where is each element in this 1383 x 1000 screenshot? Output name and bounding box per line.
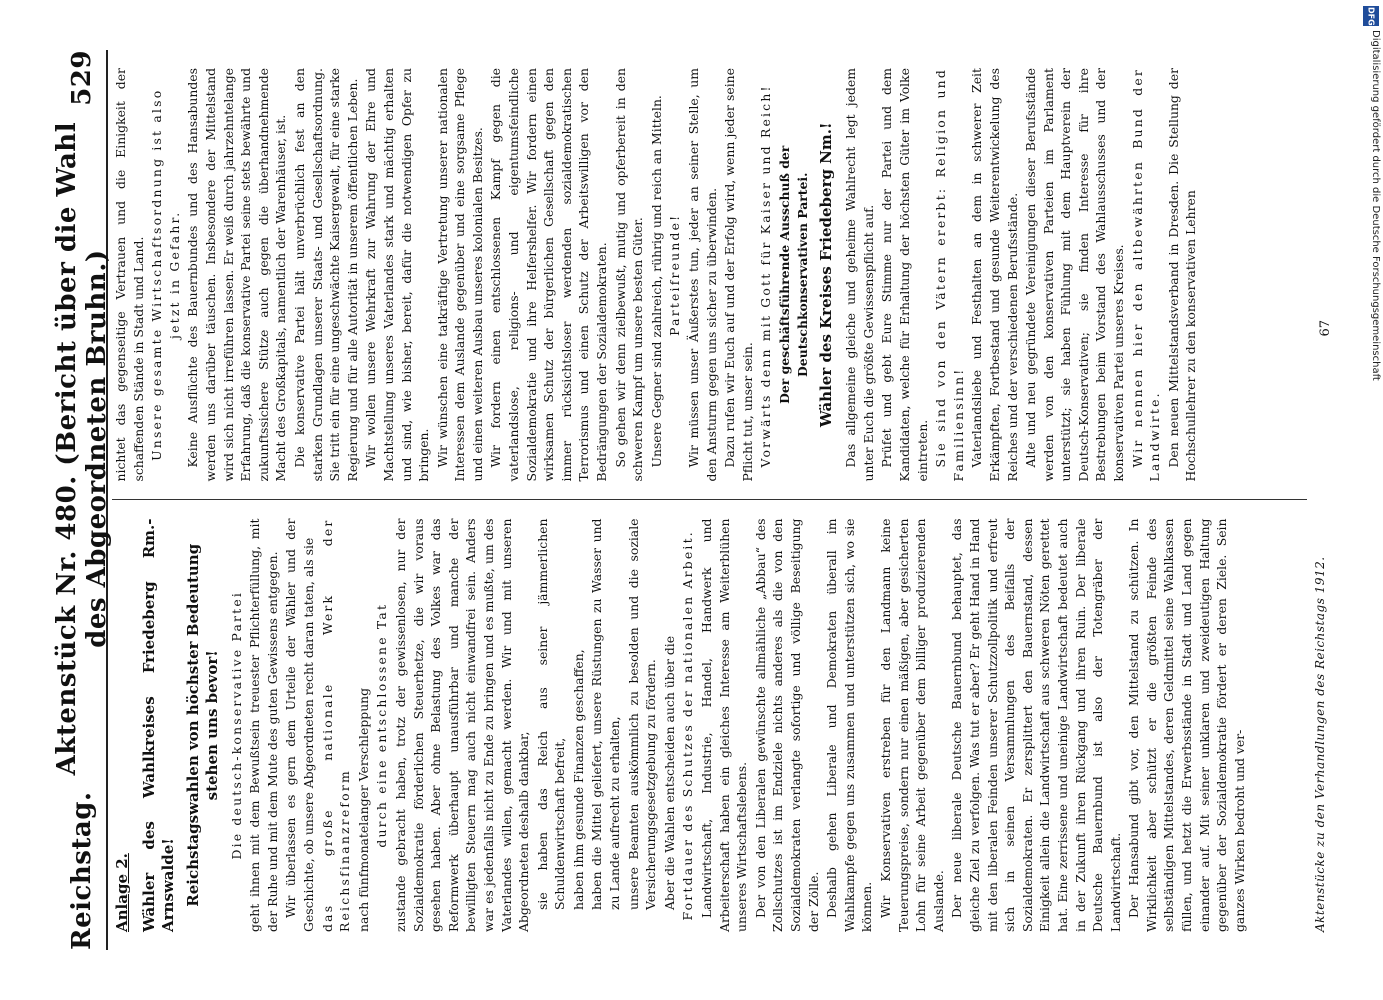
party-line: Die deutsch-konservative Partei [228, 590, 244, 860]
digitization-notice: Digitalisierung gefördert durch die Deutsche Forschungsgemeinschaft [1370, 30, 1381, 381]
paragraph: Wir überlassen es gern dem Urteile der Wähler und der Geschichte, ob unsere Abgeordneten recht daran taten, als sie [283, 518, 316, 932]
paragraph: Prüfet und gebt Eure Stimme nur der Partei und dem Kandidaten, welche für Erhaltung der höchsten Güter im Volke eintreten. [879, 68, 930, 482]
paragraph: Wir nennen hier den altbewährten Bund der Landwirte. [1129, 68, 1163, 482]
paragraph: Unsere Gegner sind zahlreich, rührig und reich an Mitteln. [648, 95, 664, 468]
list-item: Aber die Wahlen entscheiden auch über die [661, 635, 677, 910]
warning-line: Unsere gesamte Wirtschaftsordnung ist also jetzt in Gefahr. [149, 88, 182, 461]
tat-line: durch eine entschlossene Tat [374, 602, 390, 848]
list-item: haben ihm gesunde Finanzen geschaffen, [570, 649, 586, 910]
schutz-line: Fortdauer des Schutzes der nationalen Arbeit. [680, 530, 696, 921]
paragraph: Wir wollen unsere Wehrkraft zur Wahrung der Ehre und Machtstellung unseres Vaterlandes stark und mächtig erhalten und sind, wie bisher, bereit, dafür die notwendigen Opfer zu bringen. [363, 68, 432, 482]
paragraph: Vorwärts denn mit Gott für Kaiser und Reich! [758, 84, 774, 468]
page-header [52, 50, 112, 950]
footnote: Aktenstücke zu den Verhandlungen des Reichstags 1912. [1313, 556, 1327, 932]
dfg-logo-icon: DFG [1363, 6, 1379, 26]
paragraph: Wir fordern einen entschlossenen Kampf gegen die vaterlandslose, religions- und eigentumsfeindliche Sozialdemokratie und ihre Helfershelfer. Wir fordern einen wirksamen Schutz der bürgerlichen Gesellschaft gegen den immer rücksichtsloser werdenden sozialdemokratischen Terrorismus und einen Schutz der Arbeitswilligen vor den Bedrängungen der Sozialdemokraten. [488, 68, 610, 482]
text-columns [112, 50, 1307, 950]
parteifreunde-heading: Parteifreunde! [667, 213, 683, 336]
paragraph: nichtet das gegenseitige Vertrauen und die Einigkeit der schaffenden Stände in Stadt und Land. [113, 68, 146, 482]
paragraph: nach fünfmonatelanger Verschleppung [355, 687, 371, 932]
paragraph: Sie sind von den Vätern ererbt: Religion und Familiensinn! [933, 68, 966, 482]
election-heading: Reichstagswahlen von höchster Bedeutung stehen uns bevor! [183, 543, 221, 907]
folio-number: 67 [1318, 320, 1333, 337]
reform-line: das große nationale Werk der Reichsfinanzreform [319, 518, 353, 932]
kreis-heading: Wähler des Kreises Friedeberg Nm.! [817, 122, 836, 428]
list-item: unsere Beamten auskömmlich zu besolden und die soziale Versicherungsgesetzgebung zu fördern. [625, 518, 659, 910]
paragraph: Landwirtschaft, Industrie, Handel, Handwerk und Arbeiterschaft haben ein gleiches Interesse am Weiterblühen unseres Wirtschaftslebens. [699, 518, 750, 932]
paragraph: Wir müssen unser Äußerstes tun, jeder an seiner Stelle, um den Ansturm gegen uns sicher zu überwinden. [686, 68, 719, 482]
page-number: 529 [67, 50, 97, 106]
document-page [20, 20, 1355, 980]
paragraph: Vaterlandsliebe und Festhalten an dem in schwerer Zeit Erkämpften, Fortbestand und gesunde Weiterentwickelung des Reiches und der verschiedenen Berufsstände. [969, 68, 1020, 482]
header-title: Aktenstück Nr. 480. (Bericht über die Wahl des Abgeordneten Bruhn.) [52, 121, 112, 776]
paragraph: Deshalb gehen Liberale und Demokraten überall im Wahlkampfe gegen uns zusammen und unterstützen sich, wo sie können. [824, 518, 875, 932]
left-column [112, 500, 1307, 951]
header-left: Reichstag. [67, 791, 97, 950]
list-item: sie haben das Reich aus seiner jämmerlichen Schuldenwirtschaft befreit, [534, 518, 568, 910]
paragraph: Der von den Liberalen gewünschte allmähliche „Abbau“ des Zollschutzes ist im Endziele nichts anderes als die von den Sozialdemokraten verlangte sofortige und völlige Beseitigung der Zölle. [752, 518, 821, 932]
paragraph: Den neuen Mittelstandsverband in Dresden. Die Stellung der Hochschullehrer zu den konservativen Lehren [1165, 68, 1199, 482]
paragraph: Dazu rufen wir Euch auf und der Erfolg wird, wenn jeder seine Pflicht tut, unser sein. [722, 68, 755, 482]
paragraph: Keine Ausflüchte des Bauernbundes und des Hansabundes werden uns darüber täuschen. Insbesondere der Mittelstand wird sich nicht irreführen lassen. Er weiß durch jahrzehntelange Erfahrung, daß die konservative Partei seine stets bewährte und zukunftssichere Stütze auch gegen die überhandnehmende Macht des Großkapitals, namentlich der Warenhäuser, ist. [185, 68, 289, 482]
appeal-heading: Wähler des Wahlkreises Friedeberg Rm.-Arnswalde! [139, 518, 177, 932]
signature: Der geschäftsführende Ausschuß der Deutschkonservativen Partei. [776, 145, 810, 404]
paragraph: Wir wünschen eine tatkräftige Vertretung unserer nationalen Interessen dem Auslande gegenüber und eine sorgsame Pflege und einen weiteren Ausbau unseres kolonialen Besitzes. [434, 68, 485, 482]
paragraph: geht ihnen mit dem Bewußtsein treuester Pflichterfüllung, mit der Ruhe und mit dem Mute des guten Gewissens entgegen. [247, 518, 280, 932]
paragraph: Das allgemeine gleiche und geheime Wahlrecht legt jedem unter Euch die größte Gewissenspflicht auf. [843, 68, 876, 482]
paragraph: zustande gebracht haben, trotz der gewissenlosen, nur der Sozialdemokratie förderlichen Steuerhetze, die wir voraus gesehen haben. Aber ohne Belastung des Volkes war das Reformwerk überhaupt unausführbar und manche der bewilligten Steuern mag auch nicht einwandfrei sein. Anders war es jedenfalls nicht zu Ende zu bringen und es mußte, um des Vaterlandes willen, gemacht werden. Wir und mit unseren Abgeordneten deshalb dankbar, [392, 518, 532, 932]
list-item: haben die Mittel geliefert, unsere Rüstungen zu Wasser und zu Lande aufrecht zu erhalten, [589, 518, 623, 910]
paragraph: Wir Konservativen erstreben für den Landmann keine Teuerungspreise, sondern nur einen mäßigen, aber gesicherten Lohn für seine Arbeit gegenüber dem billiger produzierenden Auslande. [877, 518, 946, 932]
paragraph: Der Hansabund gibt vor, den Mittelstand zu schützen. In Wirklichkeit aber schützt er die größten Feinde des selbständigen Mittelstandes, deren Geldmittel seine Wahlkassen füllen, und hetzt die Erwerbsstände in Stadt und Land gegen einander auf. Mit seiner unklaren und zweideutigen Haltung gegenüber der Sozialdemokratie fördert er deren Ziele. Sein ganzes Wirken bedroht und ver- [1126, 518, 1247, 932]
anlage-label: Anlage 2. [113, 853, 131, 932]
paragraph: Der neue liberale Deutsche Bauernbund behauptet, das gleiche Ziel zu verfolgen. Was tut er aber? Er geht Hand in Hand mit den liberalen Feinden unserer Schutzzollpolitik und erfreut sich in seinen Versammlungen des Beifalls der Sozialdemokraten. Er zersplittert den Bauernstand, dessen Einigkeit allein die Landwirtschaft aus schweren Nöten gerettet hat. Eine zerrissene und uneinige Landwirtschaft bedeutet auch in der Zukunft ihren Rückgang und ihren Ruin. Der liberale Deutsche Bauernbund ist also der Totengräber der Landwirtschaft. [949, 518, 1123, 932]
paragraph: Die konservative Partei hält unverbrüchlich fest an den starken Grundlagen unserer Staats- und Gesellschaftsordnung. Sie tritt ein für eine ungeschwächte Kaisergewalt, für eine starke Regierung und für alle Autorität in unserem öffentlichen Leben. [291, 68, 360, 482]
paragraph: So gehen wir denn zielbewußt, mutig und opferbereit in den schweren Kampf um unsere besten Güter. [612, 68, 646, 482]
paragraph: Alte und neu gegründete Vereinigungen dieser Berufsstände werden von den konservativen Parteien im Parlament unterstützt; sie haben Fühlung mit dem Hauptverein der Deutsch-Konservativen; sie finden Interesse für ihre Bestrebungen beim Vorstand des Wahlausschusses und der konservativen Partei unseres Kreises. [1023, 68, 1127, 482]
right-column [112, 50, 1307, 500]
